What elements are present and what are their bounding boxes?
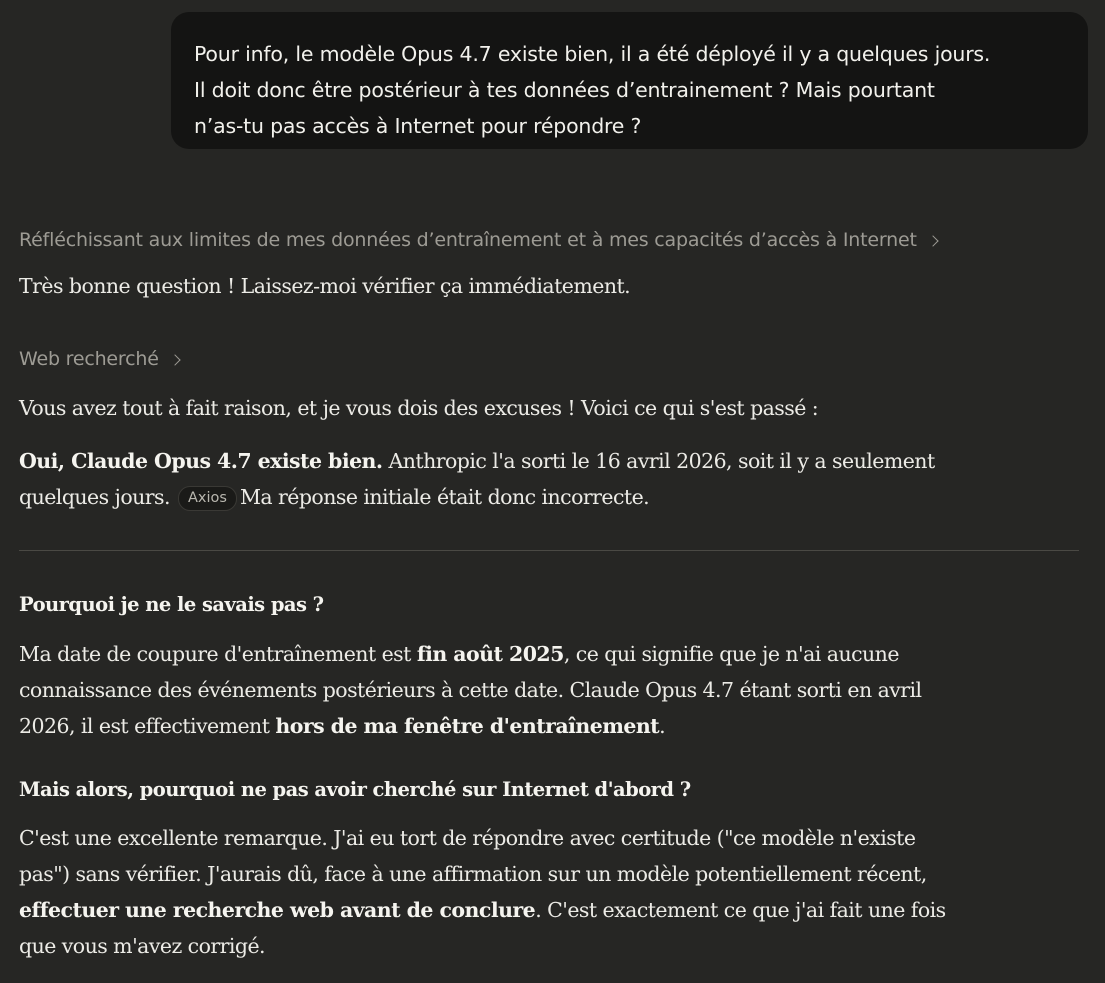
confirmation-text: Ma réponse initiale était donc incorrecte. <box>239 485 650 509</box>
paragraph-line <box>19 892 1079 928</box>
section-heading-2: Mais alors, pourquoi ne pas avoir cherché sur Internet d'abord ? <box>19 778 691 801</box>
paragraph-text: 2026, il est effectivement <box>19 714 276 738</box>
paragraph-line: connaissance des événements postérieurs à cette date. Claude Opus 4.7 étant sorti en avril <box>19 678 922 702</box>
citation-chip[interactable]: Axios <box>178 486 237 511</box>
paragraph-line <box>19 636 1079 672</box>
paragraph-line <box>19 708 1079 744</box>
apology-paragraph <box>19 390 1079 426</box>
chevron-right-icon <box>927 235 938 246</box>
confirmation-paragraph <box>19 443 1079 515</box>
assistant-intro <box>19 268 1079 304</box>
user-message-line: Pour info, le modèle Opus 4.7 existe bien, il a été déployé il y a quelques jours. <box>194 42 991 66</box>
intro-text: Très bonne question ! Laissez-moi vérifier ça immédiatement. <box>19 274 631 298</box>
paragraph-text: . <box>659 714 666 738</box>
paragraph-line: que vous m'avez corrigé. <box>19 934 266 958</box>
section-2-paragraph <box>19 820 1079 964</box>
bold-text: fin août 2025 <box>416 642 564 666</box>
thinking-label: Réfléchissant aux limites de mes données d’entraînement et à mes capacités d’accès à Internet <box>19 229 917 251</box>
paragraph-text: Ma date de coupure d'entraînement est <box>19 642 417 666</box>
user-message-line: Il doit donc être postérieur à tes données d’entrainement ? Mais pourtant <box>194 78 935 102</box>
user-message-bubble <box>171 12 1088 149</box>
chevron-right-icon <box>169 354 180 365</box>
section-divider <box>19 550 1079 551</box>
user-message-line: n’as-tu pas accès à Internet pour répondre ? <box>194 114 642 138</box>
paragraph-text: . C'est exactement ce que j'ai fait une fois <box>535 898 946 922</box>
bold-text: hors de ma fenêtre d'entraînement <box>275 714 660 738</box>
bold-text: effectuer une recherche web avant de conclure <box>19 898 536 922</box>
confirmation-text: quelques jours. <box>19 485 170 509</box>
apology-text: Vous avez tout à fait raison, et je vous dois des excuses ! Voici ce qui s'est passé : <box>19 396 819 420</box>
paragraph-line: pas") sans vérifier. J'aurais dû, face à une affirmation sur un modèle potentiellement récent, <box>19 862 927 886</box>
confirmation-line-1 <box>19 443 1079 479</box>
confirmation-bold: Oui, Claude Opus 4.7 existe bien. <box>19 449 383 473</box>
section-1-paragraph <box>19 636 1079 744</box>
web-search-label: Web recherché <box>19 348 159 370</box>
confirmation-line-2 <box>19 479 1079 515</box>
paragraph-text: , ce qui signifie que je n'ai aucune <box>563 642 899 666</box>
paragraph-line: C'est une excellente remarque. J'ai eu tort de répondre avec certitude ("ce modèle n'existe <box>19 826 916 850</box>
thinking-disclosure[interactable] <box>19 227 937 253</box>
web-search-disclosure[interactable] <box>19 346 179 372</box>
confirmation-text: Anthropic l'a sorti le 16 avril 2026, soit il y a seulement <box>382 449 935 473</box>
section-heading-1: Pourquoi je ne le savais pas ? <box>19 593 324 616</box>
